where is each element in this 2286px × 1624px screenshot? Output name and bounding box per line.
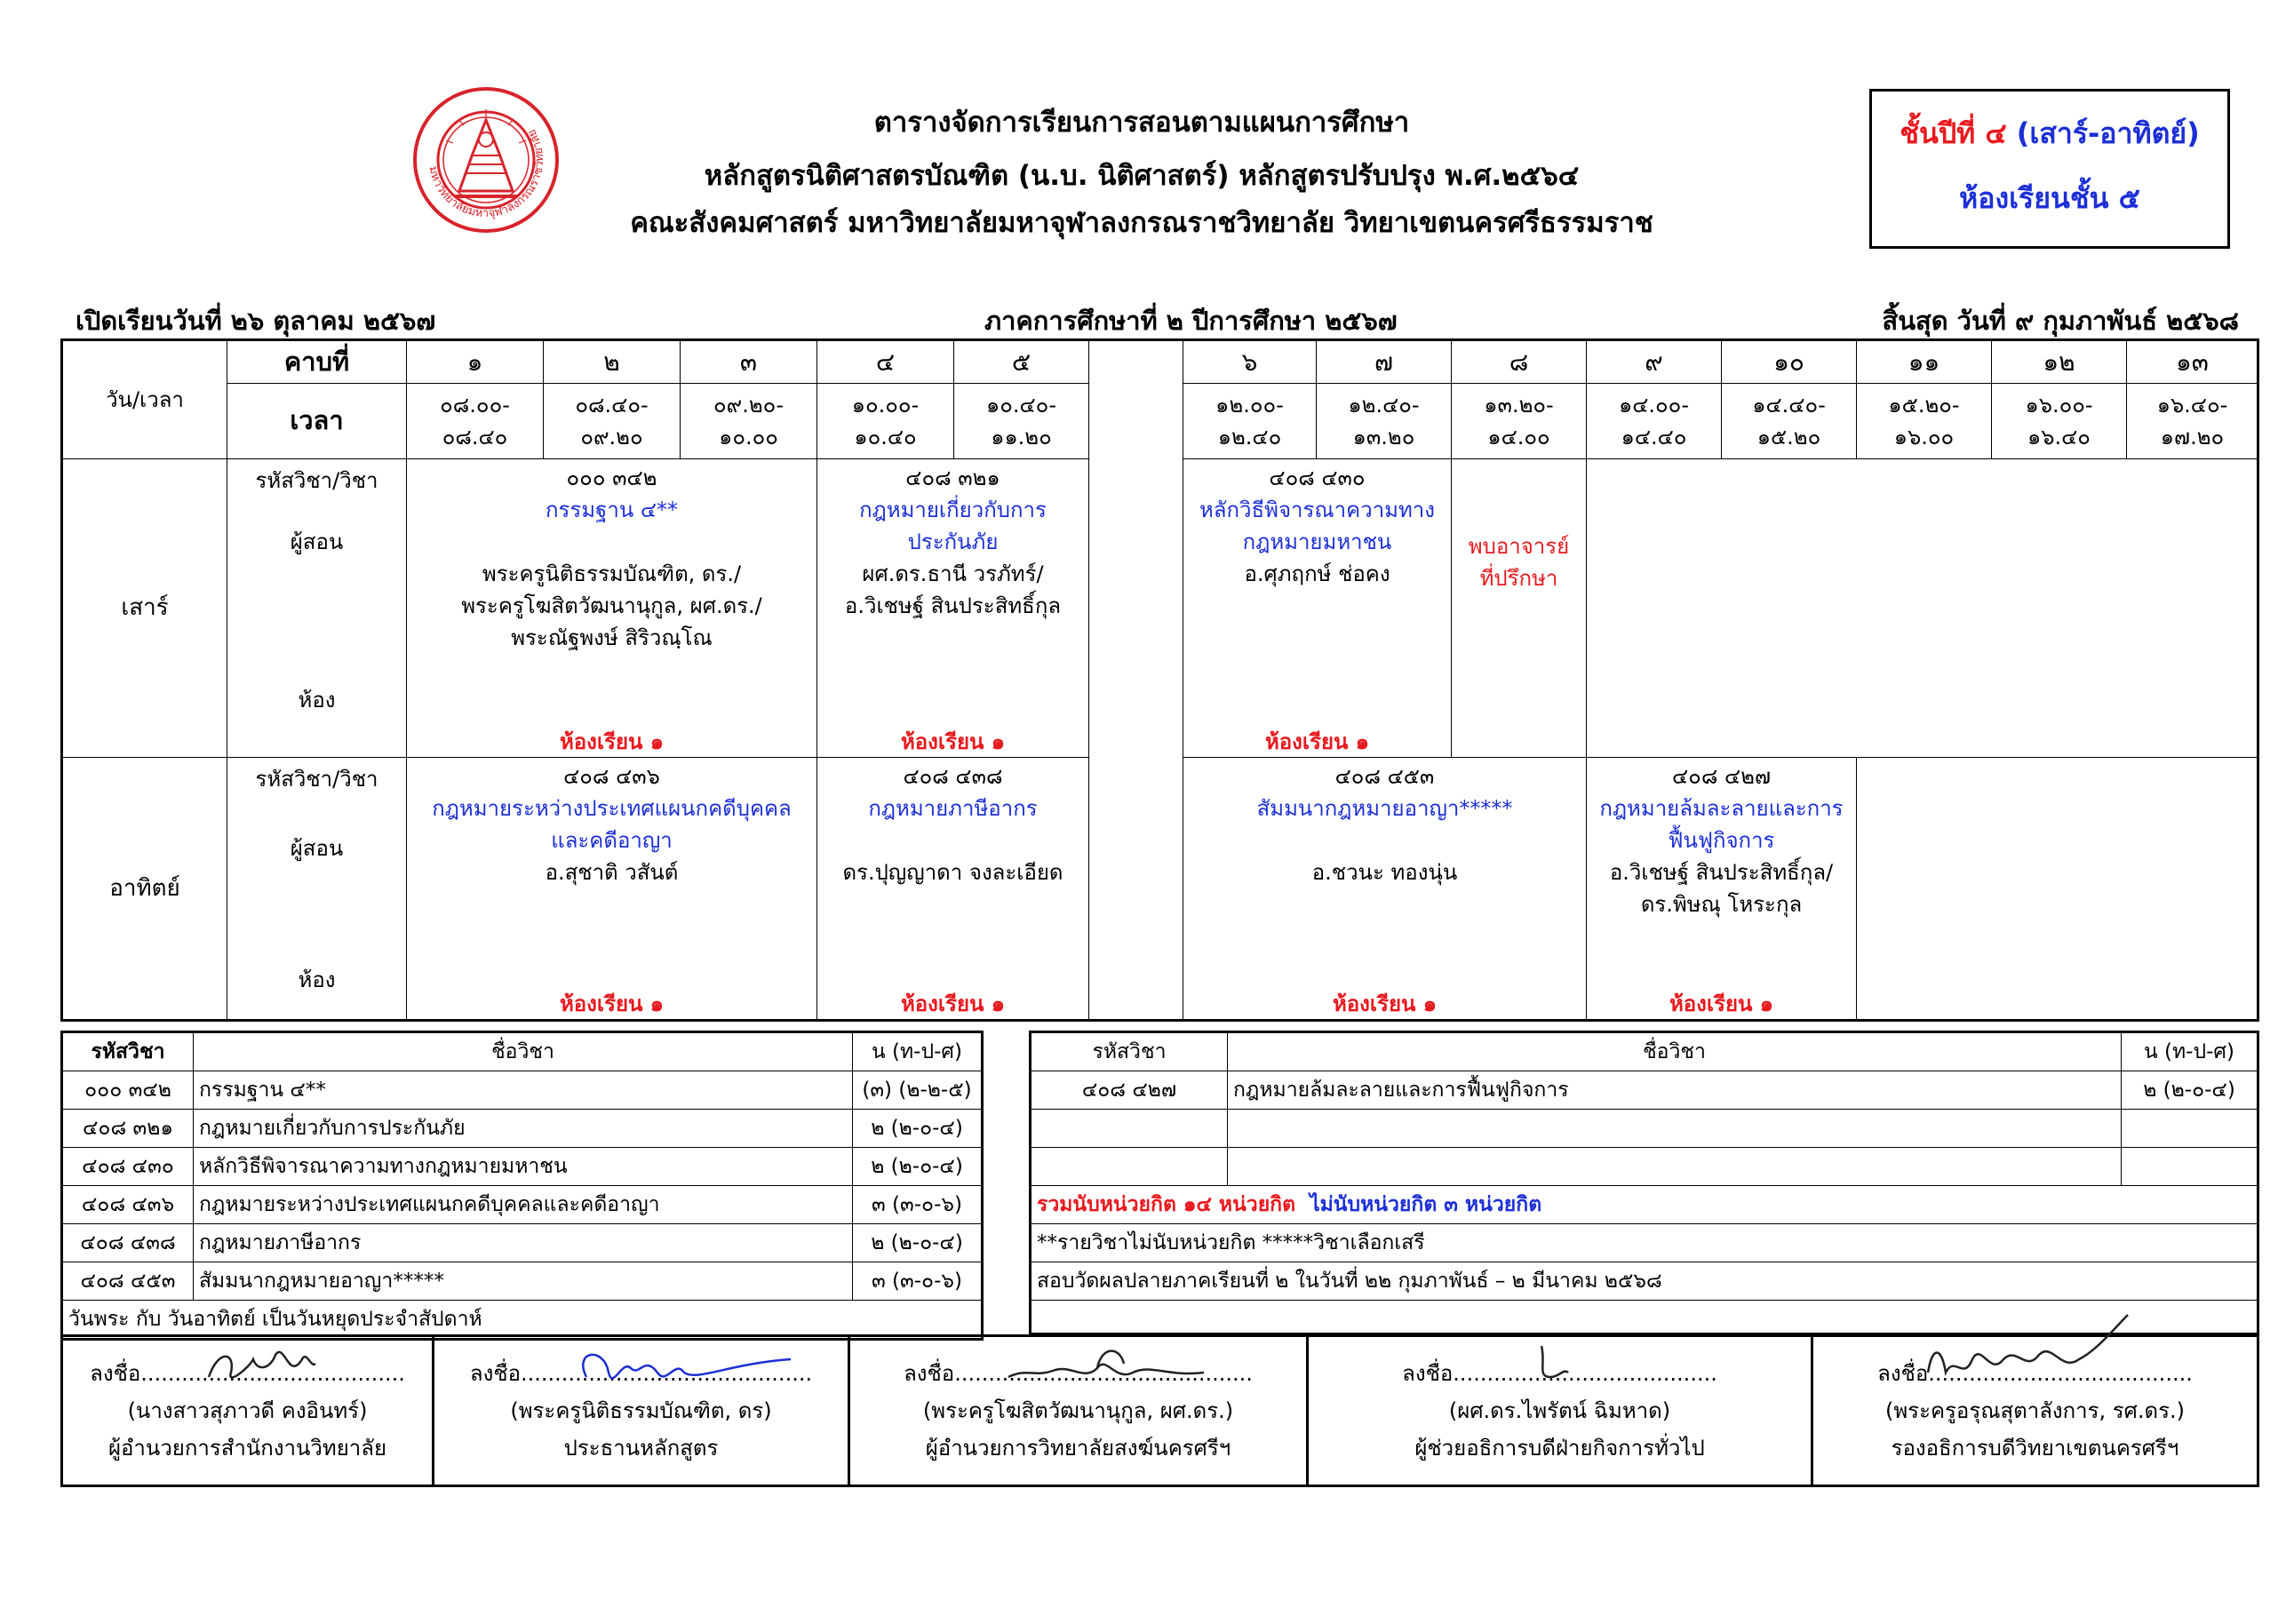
period-1: ๑ xyxy=(407,340,544,384)
time-slot-5: ๑๐.๔๐- ๑๑.๒๐ xyxy=(954,384,1089,459)
time-slot-6: ๑๒.๐๐- ๑๒.๔๐ xyxy=(1183,384,1317,459)
sun-block-criminal-seminar: ๔๐๘ ๔๕๓ สัมมนากฎหมายอาญา***** อ.ชวนะ ทองนุ่น ห้องเรียน ๑ xyxy=(1183,758,1587,1021)
time-slot-4: ๑๐.๐๐- ๑๐.๔๐ xyxy=(817,384,954,459)
time-slot-3: ๐๙.๒๐- ๑๐.๐๐ xyxy=(681,384,817,459)
col-header-credits-right: น (ท-ป-ศ) xyxy=(2122,1032,2258,1071)
signature-block-4: ลงชื่อ....................................... (ผศ.ดร.ไพรัตน์ ฉิมหาด) ผู้ช่วยอธิการบดีฝ่ายกิจการทั่วไป xyxy=(1308,1336,1812,1486)
period-5: ๕ xyxy=(954,340,1089,384)
col-header-code: รหัสวิชา xyxy=(62,1032,194,1071)
period-8: ๘ xyxy=(1452,340,1587,384)
sun-empty-late xyxy=(1857,758,2258,1021)
exam-note: สอบวัดผลปลายภาคเรียนที่ ๒ ในวันที่ ๒๒ กุมภาพันธ์ – ๒ มีนาคม ๒๕๖๘ xyxy=(1031,1262,2258,1301)
col-header-name: ชื่อวิชา xyxy=(194,1032,853,1071)
legend-note: **รายวิชาไม่นับหน่วยกิต *****วิชาเลือกเสรี xyxy=(1031,1224,2258,1262)
time-slot-12: ๑๖.๐๐- ๑๖.๔๐ xyxy=(1992,384,2127,459)
signature-scribble-2 xyxy=(569,1341,800,1395)
col-header-code-right: รหัสวิชา xyxy=(1031,1032,1228,1071)
period-6: ๖ xyxy=(1183,340,1317,384)
credit-summary: รวมนับหน่วยกิต ๑๔ หน่วยกิต ไม่นับหน่วยกิต ๓ หน่วยกิต xyxy=(1031,1186,2258,1224)
period-2: ๒ xyxy=(544,340,681,384)
time-slot-8: ๑๓.๒๐- ๑๔.๐๐ xyxy=(1452,384,1587,459)
period-10: ๑๐ xyxy=(1722,340,1857,384)
col-header-credits: น (ท-ป-ศ) xyxy=(853,1032,983,1071)
lunch-break-column xyxy=(1089,340,1183,1021)
sun-block-tax-law: ๔๐๘ ๔๓๘ กฎหมายภาษีอากร ดร.ปุญญาดา จงละเอียด ห้องเรียน ๑ xyxy=(817,758,1089,1021)
row-labels-saturday: รหัสวิชา/วิชา ผู้สอน ห้อง xyxy=(227,459,407,758)
day-time-header: วัน/เวลา xyxy=(62,340,227,459)
signature-scribble-4 xyxy=(1528,1337,1581,1390)
time-slot-11: ๑๕.๒๐- ๑๖.๐๐ xyxy=(1857,384,1992,459)
header-title-2: หลักสูตรนิติศาสตรบัณฑิต (น.บ. นิติศาสตร์) หลักสูตรปรับปรุง พ.ศ.๒๕๖๔ xyxy=(704,160,1580,192)
period-header: คาบที่ xyxy=(227,340,407,384)
table-row: ๔๐๘ ๓๒๑ กฎหมายเกี่ยวกับการประกันภัย ๒ (๒-๐-๔) xyxy=(62,1110,983,1148)
table-row: ๐๐๐ ๓๔๒ กรรมฐาน ๔** (๓) (๒-๒-๕) xyxy=(62,1071,983,1110)
signature-block-2: ลงชื่อ........................................... (พระครูนิติธรรมบัณฑิต, ดร) ประธานหลักสูตร xyxy=(434,1336,849,1486)
table-row xyxy=(1031,1110,2258,1148)
signature-block-3: ลงชื่อ............................................ (พระครูโฆสิตวัฒนานุกูล, ผศ.ดร.) ผู้อำนวยการวิทยาลัยสงฆ์นครศรีฯ xyxy=(849,1336,1308,1486)
sun-block-bankruptcy-law: ๔๐๘ ๔๒๗ กฎหมายล้มละลายและการ ฟื้นฟูกิจการ อ.วิเชษฐ์ สินประสิทธิ์กุล/ ดร.พิษณุ โหระกุล ห้องเรียน ๑ xyxy=(1587,758,1857,1021)
university-seal-logo xyxy=(410,84,562,235)
time-slot-13: ๑๖.๔๐- ๑๗.๒๐ xyxy=(2127,384,2258,459)
sat-block-public-law-procedure: ๔๐๘ ๔๓๐ หลักวิธีพิจารณาความทาง กฎหมายมหาชน อ.ศุภฤกษ์ ช่อคง ห้องเรียน ๑ xyxy=(1183,459,1452,758)
table-row: ๔๐๘ ๔๓๖ กฎหมายระหว่างประเทศแผนกคดีบุคคลและคดีอาญา ๓ (๓-๐-๖) xyxy=(62,1186,983,1224)
time-slot-1: ๐๘.๐๐- ๐๘.๔๐ xyxy=(407,384,544,459)
signature-scribble-3 xyxy=(1000,1337,1231,1390)
sat-empty-afternoon xyxy=(1587,459,2258,758)
period-9: ๙ xyxy=(1587,340,1722,384)
signature-block-5: ลงชื่อ....................................... (พระครูอรุณสุตาลังการ, รศ.ดร.) รองอธิการบดีวิทยาเขตนครศรีฯ xyxy=(1812,1336,2258,1486)
course-list-left xyxy=(60,1031,984,1341)
day-sunday: อาทิตย์ xyxy=(62,758,227,1021)
period-13: ๑๓ xyxy=(2127,340,2258,384)
start-date: เปิดเรียนวันที่ ๒๖ ตุลาคม ๒๕๖๗ xyxy=(76,306,436,336)
table-row: ๔๐๘ ๔๓๘ กฎหมายภาษีอากร ๒ (๒-๐-๔) xyxy=(62,1224,983,1262)
logo-ring-text: มหาวิทยาลัยมหาจุฬาลงกรณราชวิทยาลัย xyxy=(426,126,547,221)
time-slot-7: ๑๒.๔๐- ๑๓.๒๐ xyxy=(1317,384,1452,459)
table-row: ๔๐๘ ๔๒๗ กฎหมายล้มละลายและการฟื้นฟูกิจการ ๒ (๒-๐-๔) xyxy=(1031,1071,2258,1110)
period-4: ๔ xyxy=(817,340,954,384)
header-title-1: ตารางจัดการเรียนการสอนตามแผนการศึกษา xyxy=(873,107,1410,139)
time-slot-2: ๐๘.๔๐- ๐๙.๒๐ xyxy=(544,384,681,459)
col-header-name-right: ชื่อวิชา xyxy=(1228,1032,2122,1071)
sun-block-intl-law: ๔๐๘ ๔๓๖ กฎหมายระหว่างประเทศแผนกคดีบุคคล และคดีอาญา อ.สุชาติ วสันต์ ห้องเรียน ๑ xyxy=(407,758,817,1021)
sat-block-insurance-law: ๔๐๘ ๓๒๑ กฎหมายเกี่ยวกับการ ประกันภัย ผศ.ดร.ธานี วรภัทร์/ อ.วิเชษฐ์ สินประสิทธิ์กุล ห้องเรียน ๑ xyxy=(817,459,1089,758)
schedule-table xyxy=(60,338,2259,1022)
term-label: ภาคการศึกษาที่ ๒ ปีการศึกษา ๒๕๖๗ xyxy=(984,306,1398,336)
end-date: สิ้นสุด วันที่ ๙ กุมภาพันธ์ ๒๕๖๘ xyxy=(1882,306,2239,336)
table-row xyxy=(1031,1148,2258,1186)
time-slot-9: ๑๔.๐๐- ๑๔.๔๐ xyxy=(1587,384,1722,459)
table-row: ๔๐๘ ๔๓๐ หลักวิธีพิจารณาความทางกฎหมายมหาชน ๒ (๒-๐-๔) xyxy=(62,1148,983,1186)
classroom-label: ห้องเรียนชั้น ๕ xyxy=(1959,181,2140,215)
weekend-label: (เสาร์-อาทิตย์) xyxy=(2016,116,2200,150)
signature-scribble-1 xyxy=(200,1333,324,1395)
table-row: ๔๐๘ ๔๕๓ สัมมนากฎหมายอาญา***** ๓ (๓-๐-๖) xyxy=(62,1262,983,1301)
sat-block-kammathan: ๐๐๐ ๓๔๒ กรรมฐาน ๔** พระครูนิติธรรมบัณฑิต, ดร./ พระครูโฆสิตวัฒนานุกูล, ผศ.ดร./ พระณัฐพงษ์ สิริวณฺโณ ห้องเรียน ๑ xyxy=(407,459,817,758)
row-labels-sunday: รหัสวิชา/วิชา ผู้สอน ห้อง xyxy=(227,758,407,1021)
year-label: ชั้นปีที่ ๔ xyxy=(1900,116,2007,150)
period-11: ๑๑ xyxy=(1857,340,1992,384)
period-3: ๓ xyxy=(681,340,817,384)
time-slot-10: ๑๔.๔๐- ๑๕.๒๐ xyxy=(1722,384,1857,459)
signature-scribble-5 xyxy=(1919,1310,2141,1390)
day-saturday: เสาร์ xyxy=(62,459,227,758)
signature-block-1: ลงชื่อ....................................... (นางสาวสุภาวดี คงอินทร์) ผู้อำนวยการสำนักงานวิทยาลัย xyxy=(62,1336,434,1486)
period-7: ๗ xyxy=(1317,340,1452,384)
header-title-3: คณะสังคมศาสตร์ มหาวิทยาลัยมหาจุฬาลงกรณราชวิทยาลัย วิทยาเขตนครศรีธรรมราช xyxy=(630,207,1653,239)
class-badge-box xyxy=(1869,89,2230,249)
course-list-right xyxy=(1029,1031,2259,1335)
holiday-note: วันพระ กับ วันอาทิตย์ เป็นวันหยุดประจำสัปดาห์ xyxy=(62,1301,983,1340)
sat-block-advisor-meeting: พบอาจารย์ ที่ปรึกษา xyxy=(1452,459,1587,758)
period-12: ๑๒ xyxy=(1992,340,2127,384)
time-header: เวลา xyxy=(227,384,407,459)
